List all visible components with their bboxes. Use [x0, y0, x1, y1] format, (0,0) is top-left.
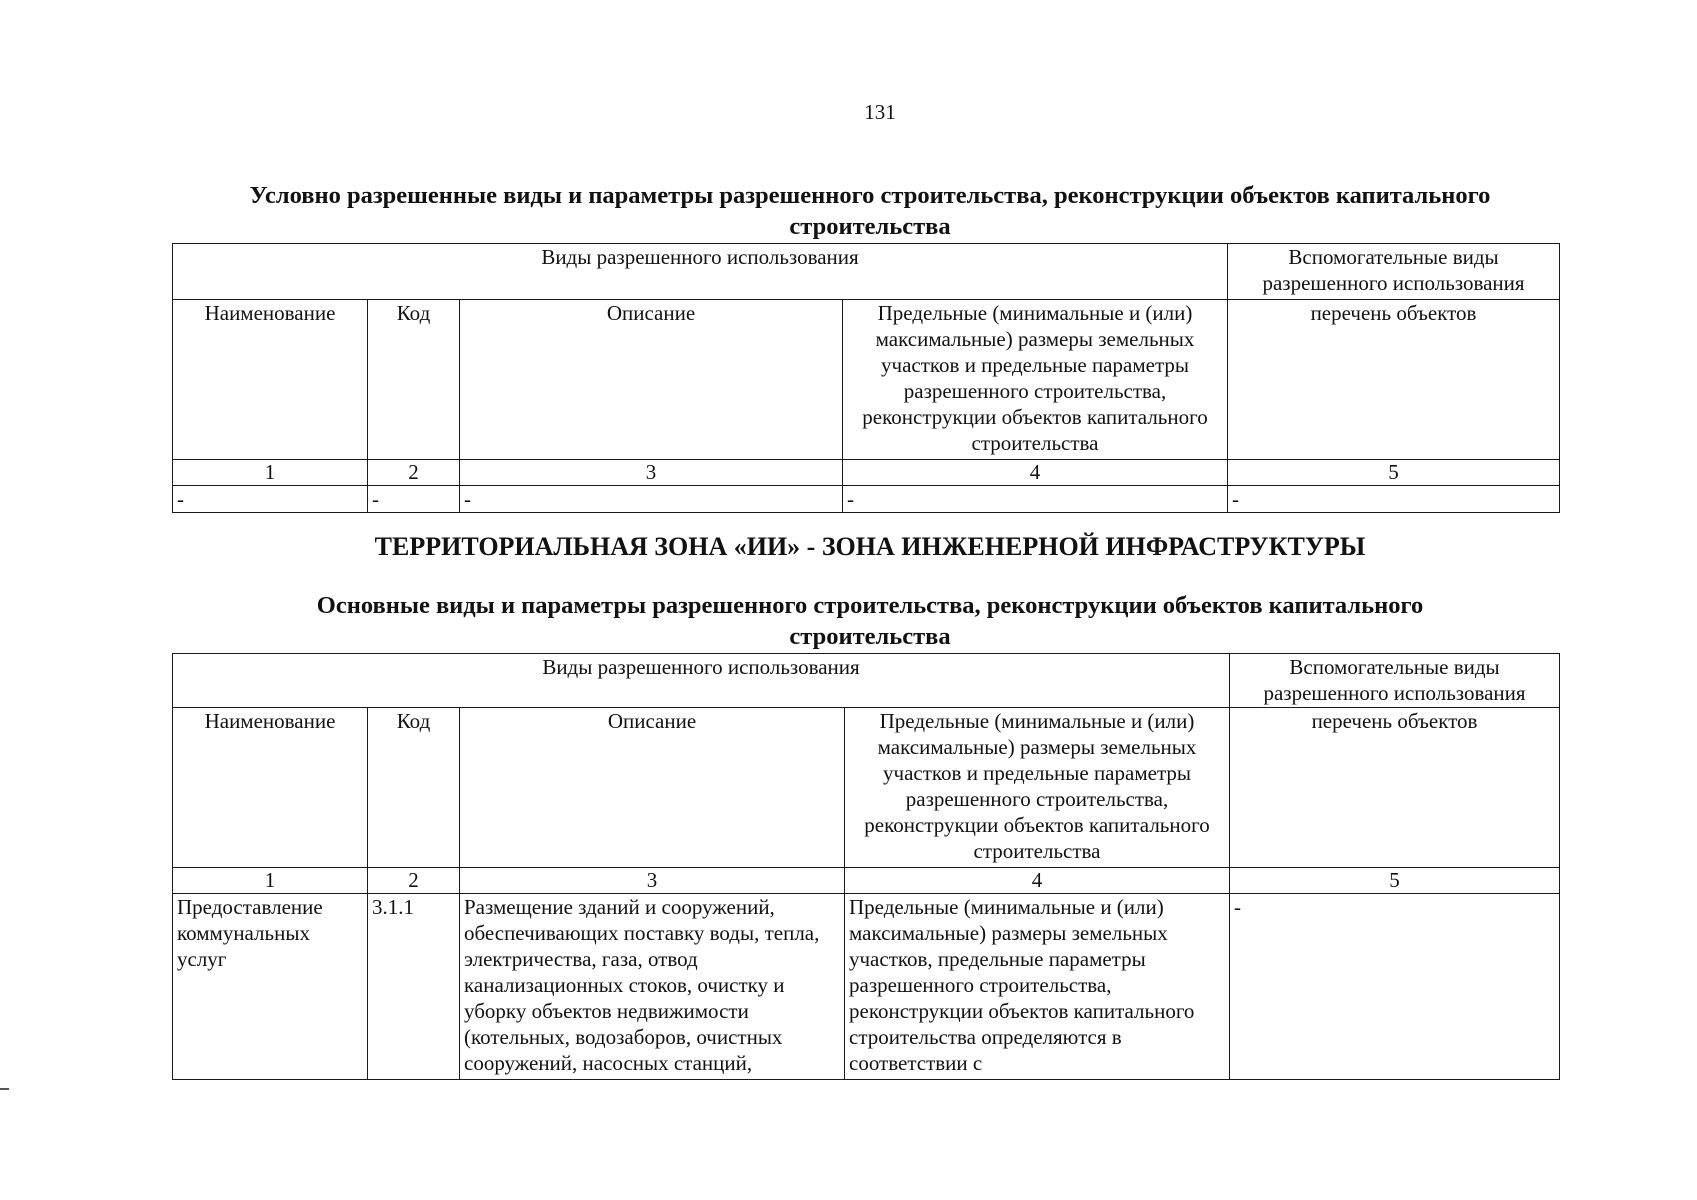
column-header-name: Наименование: [173, 300, 368, 460]
section1-heading: [172, 180, 1568, 242]
column-header-description: Описание: [460, 708, 845, 868]
section1-heading-line1: Условно разрешенные виды и параметры разрешенного строительства, реконструкции объектов капитального: [249, 182, 1491, 209]
column-number: 3: [460, 868, 845, 894]
table-row: [173, 894, 1560, 1080]
table-cell: -: [173, 486, 368, 513]
use-code: 3.1.1: [368, 894, 460, 1080]
page-number: 131: [864, 100, 896, 124]
column-number: 1: [173, 460, 368, 486]
zone-title: ТЕРРИТОРИАЛЬНАЯ ЗОНА «ИИ» - ЗОНА ИНЖЕНЕРНОЙ ИНФРАСТРУКТУРЫ: [374, 532, 1366, 561]
use-description: Размещение зданий и сооружений, обеспечивающих поставку воды, тепла, электричества, газа, отвод канализационных стоков, очистку и уборку объектов недвижимости (котельных, водозаборов, очистных сооружений, насосных станций,: [460, 894, 845, 1080]
table-row: [173, 486, 1560, 513]
aux-objects: -: [1230, 894, 1560, 1080]
aux-header: Вспомогательные виды разрешенного использования: [1228, 244, 1560, 300]
main-uses-table: [172, 653, 1560, 1080]
column-header-description: Описание: [460, 300, 843, 460]
use-parameters: Предельные (минимальные и (или) максимальные) размеры земельных участков, предельные параметры разрешенного строительства, реконструкции объектов капитального строительства определяются в соответствии с: [845, 894, 1230, 1080]
column-header-code: Код: [368, 300, 460, 460]
column-header-name: Наименование: [173, 708, 368, 868]
column-number: 2: [368, 460, 460, 486]
column-header-parameters: Предельные (минимальные и (или) максимальные) размеры земельных участков и предельные параметры разрешенного строительства, реконструкции объектов капитального строительства: [843, 300, 1228, 460]
section1-heading-line2: строительства: [789, 213, 951, 240]
column-number: 5: [1230, 868, 1560, 894]
section2-heading-line2: строительства: [789, 623, 951, 650]
column-header-code: Код: [368, 708, 460, 868]
section2-heading-line1: Основные виды и параметры разрешенного строительства, реконструкции объектов капитального: [316, 592, 1424, 619]
column-header-objects: перечень объектов: [1228, 300, 1560, 460]
conditional-uses-table: [172, 243, 1560, 513]
column-header-objects: перечень объектов: [1230, 708, 1560, 868]
table-cell: -: [460, 486, 843, 513]
column-header-parameters: Предельные (минимальные и (или) максимальные) размеры земельных участков и предельные параметры разрешенного строительства, реконструкции объектов капитального строительства: [845, 708, 1230, 868]
column-number: 2: [368, 868, 460, 894]
table-cell: -: [368, 486, 460, 513]
table-cell: -: [1228, 486, 1560, 513]
margin-mark: [0, 1088, 9, 1090]
column-number: 1: [173, 868, 368, 894]
column-number: 4: [845, 868, 1230, 894]
section2-heading: [172, 590, 1568, 652]
column-number: 3: [460, 460, 843, 486]
column-number: 4: [843, 460, 1228, 486]
use-name: Предоставление коммунальных услуг: [173, 894, 368, 1080]
table-cell: -: [843, 486, 1228, 513]
group-header: Виды разрешенного использования: [173, 654, 1230, 708]
group-header: Виды разрешенного использования: [173, 244, 1228, 300]
aux-header: Вспомогательные виды разрешенного использования: [1230, 654, 1560, 708]
column-number: 5: [1228, 460, 1560, 486]
